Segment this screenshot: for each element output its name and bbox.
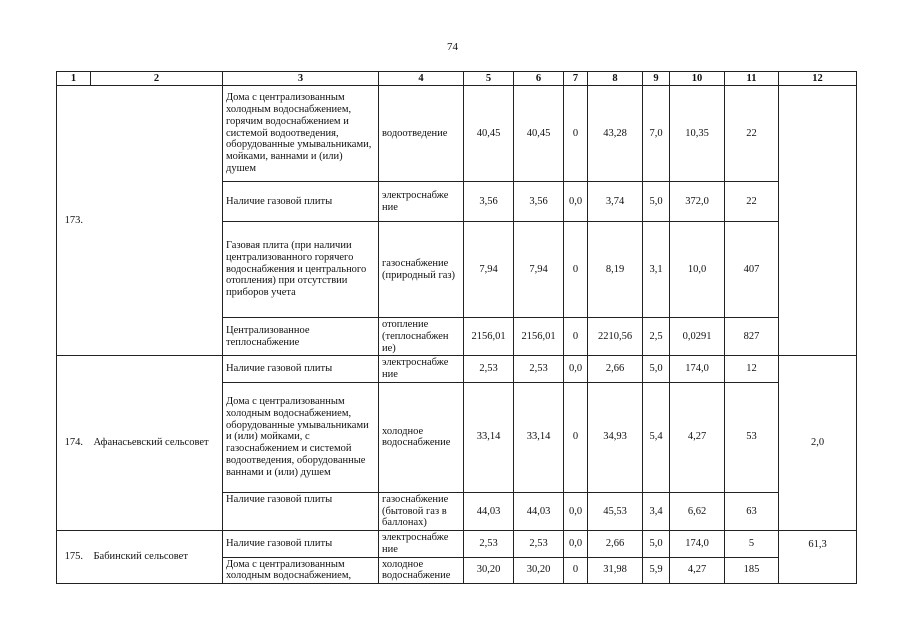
value-col5: 2,53 [464,356,514,383]
value-col7: 0,0 [564,182,588,222]
value-col8: 45,53 [588,492,643,530]
value-col6: 2,53 [514,531,564,558]
column-header: 11 [725,72,779,86]
value-col8: 2,66 [588,356,643,383]
value-col9: 2,5 [643,318,670,356]
table-row [57,531,857,558]
value-col6: 33,14 [514,382,564,492]
value-col11: 22 [725,86,779,182]
value-col11: 185 [725,557,779,584]
value-col9: 5,0 [643,356,670,383]
value-col7: 0,0 [564,356,588,383]
consumption-description: Дома с централизованным холодным водоснабжением, горячим водоснабжением и системой водоотведения, оборудованные умывальниками, мойками, ваннами и (или) душем [223,86,379,182]
consumption-description: Дома с централизованным холодным водоснабжением, оборудованные умывальниками и (или) мойками, с газоснабжением и системой водоотведения, оборудованные ваннами и (или) душем [223,382,379,492]
value-col10: 372,0 [670,182,725,222]
value-col6: 2156,01 [514,318,564,356]
value-col8: 34,93 [588,382,643,492]
value-col10: 174,0 [670,531,725,558]
settlement-name: Бабинский сельсовет [91,531,223,584]
value-col6: 44,03 [514,492,564,530]
utility-type: холодное водоснабжение [379,382,464,492]
utility-type: газоснабжение (природный газ) [379,222,464,318]
value-col10: 4,27 [670,382,725,492]
value-col10: 4,27 [670,557,725,584]
value-col11: 22 [725,182,779,222]
value-col10: 10,35 [670,86,725,182]
utility-type: электроснабже ние [379,531,464,558]
value-col5: 33,14 [464,382,514,492]
column-header: 7 [564,72,588,86]
column-header: 9 [643,72,670,86]
column-header: 5 [464,72,514,86]
value-col12: 2,0 [779,356,857,531]
utility-type: водоотведение [379,86,464,182]
value-col9: 5,9 [643,557,670,584]
value-col6: 30,20 [514,557,564,584]
value-col11: 827 [725,318,779,356]
column-header: 4 [379,72,464,86]
value-col7: 0 [564,557,588,584]
table-row [57,356,857,383]
row-number: 174. [57,356,91,531]
value-col7: 0 [564,318,588,356]
value-col5: 44,03 [464,492,514,530]
value-col7: 0 [564,382,588,492]
value-col9: 5,4 [643,382,670,492]
value-col10: 6,62 [670,492,725,530]
value-col8: 31,98 [588,557,643,584]
value-col7: 0 [564,222,588,318]
value-col7: 0 [564,86,588,182]
utility-type: электроснабже ние [379,356,464,383]
column-header: 10 [670,72,725,86]
value-col8: 2210,56 [588,318,643,356]
value-col6: 40,45 [514,86,564,182]
page-number: 74 [447,41,458,53]
value-col11: 63 [725,492,779,530]
value-col9: 5,0 [643,182,670,222]
value-col5: 7,94 [464,222,514,318]
value-col11: 407 [725,222,779,318]
utility-type: электроснабже ние [379,182,464,222]
consumption-description: Централизованное теплоснабжение [223,318,379,356]
value-col11: 53 [725,382,779,492]
value-col12 [779,86,857,356]
value-col8: 2,66 [588,531,643,558]
value-col6: 3,56 [514,182,564,222]
row-number: 173. [57,86,91,356]
value-col7: 0,0 [564,492,588,530]
consumption-description: Газовая плита (при наличии централизованного горячего водоснабжения и центрального отопления) при отсутствии приборов учета [223,222,379,318]
value-col5: 30,20 [464,557,514,584]
value-col12: 61,3 [779,531,857,584]
settlement-name: Афанасьевский сельсовет [91,356,223,531]
tariff-table [56,71,857,584]
consumption-description: Наличие газовой плиты [223,182,379,222]
value-col7: 0,0 [564,531,588,558]
value-col5: 3,56 [464,182,514,222]
row-number: 175. [57,531,91,584]
consumption-description: Наличие газовой плиты [223,492,379,530]
value-col9: 3,1 [643,222,670,318]
value-col8: 43,28 [588,86,643,182]
value-col8: 3,74 [588,182,643,222]
value-col10: 0,0291 [670,318,725,356]
value-col5: 2156,01 [464,318,514,356]
settlement-name [91,86,223,356]
value-col9: 3,4 [643,492,670,530]
value-col10: 174,0 [670,356,725,383]
column-header: 2 [91,72,223,86]
header-row [57,72,857,86]
column-header: 1 [57,72,91,86]
consumption-description: Наличие газовой плиты [223,531,379,558]
value-col6: 7,94 [514,222,564,318]
value-col5: 2,53 [464,531,514,558]
table-row [57,86,857,182]
value-col11: 5 [725,531,779,558]
column-header: 6 [514,72,564,86]
column-header: 8 [588,72,643,86]
value-col10: 10,0 [670,222,725,318]
value-col5: 40,45 [464,86,514,182]
utility-type: газоснабжение (бытовой газ в баллонах) [379,492,464,530]
value-col8: 8,19 [588,222,643,318]
utility-type: отопление (теплоснабжен ие) [379,318,464,356]
value-col9: 7,0 [643,86,670,182]
value-col9: 5,0 [643,531,670,558]
column-header: 3 [223,72,379,86]
consumption-description: Дома с централизованным холодным водоснабжением, [223,557,379,584]
column-header: 12 [779,72,857,86]
consumption-description: Наличие газовой плиты [223,356,379,383]
value-col11: 12 [725,356,779,383]
utility-type: холодное водоснабжение [379,557,464,584]
value-col6: 2,53 [514,356,564,383]
